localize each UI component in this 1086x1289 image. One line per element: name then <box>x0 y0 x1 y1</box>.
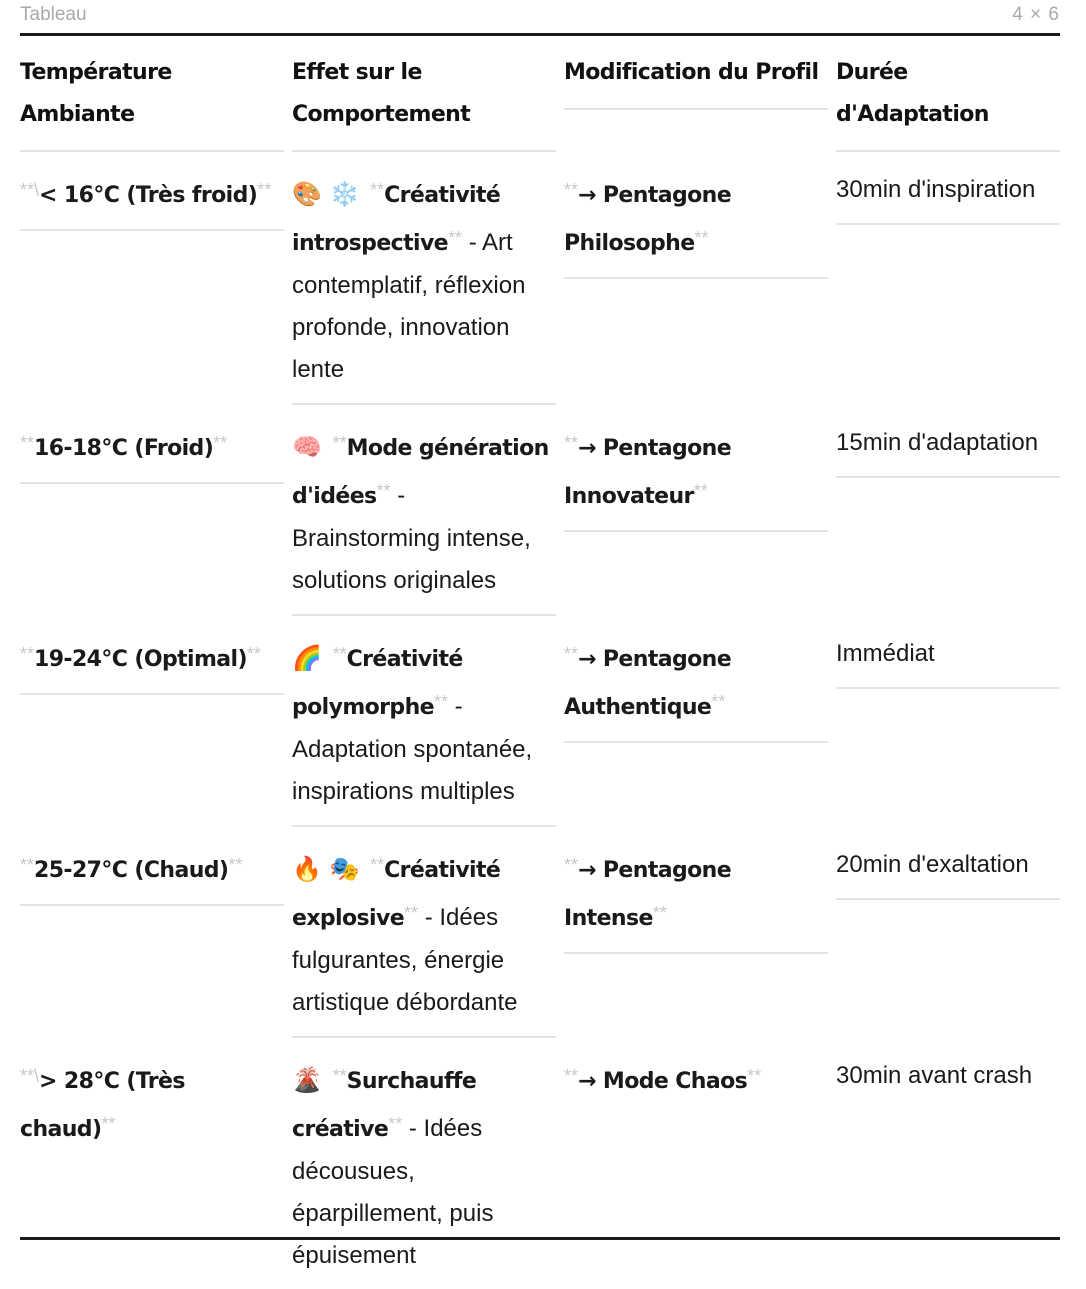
table-dimensions: 4 × 6 <box>1012 4 1060 25</box>
cell-temperature[interactable] <box>20 827 292 1038</box>
profile-label: → Mode Chaos <box>578 1069 748 1094</box>
cell-effect[interactable] <box>292 616 564 827</box>
cell-duration[interactable] <box>836 1038 1060 1289</box>
profile-label: → Pentagone Philosophe <box>564 183 732 256</box>
profile-label: → Pentagone Innovateur <box>564 436 732 509</box>
bold-marker: ** <box>332 644 347 664</box>
data-table <box>20 36 1060 1289</box>
cell-effect[interactable] <box>292 405 564 616</box>
cell-duration[interactable] <box>836 616 1060 827</box>
escape-marker: \ <box>34 1066 40 1086</box>
effect-description: - Art contemplatif, réflexion profonde, innovation lente <box>292 229 526 383</box>
effect-title: Créativité polymorphe <box>292 647 463 720</box>
cell-effect[interactable] <box>292 152 564 405</box>
table-row <box>20 1038 1060 1289</box>
bold-marker: ** <box>711 692 726 712</box>
header-row <box>20 36 1060 152</box>
cell-profile[interactable] <box>564 1038 836 1289</box>
cell-temperature[interactable] <box>20 152 292 405</box>
effect-description: - Brainstorming intense, solutions originales <box>292 482 531 594</box>
table-row <box>20 405 1060 616</box>
duration-label: Immédiat <box>836 640 935 667</box>
cell-profile[interactable] <box>564 405 836 616</box>
cell-profile[interactable] <box>564 616 836 827</box>
bold-marker: ** <box>564 180 579 200</box>
temperature-label: > 28°C (Très chaud) <box>20 1069 185 1142</box>
cell-profile[interactable] <box>564 152 836 405</box>
bold-marker: ** <box>376 481 391 501</box>
temperature-label: < 16°C (Très froid) <box>39 183 258 208</box>
bold-marker: ** <box>433 692 448 712</box>
bold-marker: ** <box>213 433 228 453</box>
duration-label: 30min avant crash <box>836 1062 1033 1089</box>
profile-label: → Pentagone Authentique <box>564 647 732 720</box>
effect-description: - Idées décousues, éparpillement, puis épuisement <box>292 1115 494 1269</box>
bold-marker: ** <box>228 855 243 875</box>
bold-marker: ** <box>388 1114 403 1134</box>
effect-title: Surchauffe créative <box>292 1069 477 1142</box>
bold-marker: ** <box>564 855 579 875</box>
bold-marker: ** <box>694 228 709 248</box>
table-row <box>20 616 1060 827</box>
cell-profile[interactable] <box>564 827 836 1038</box>
temperature-label: 19-24°C (Optimal) <box>34 647 247 672</box>
column-header-duration[interactable]: Durée d'Adaptation <box>836 36 1060 152</box>
effect-description: - Adaptation spontanée, inspirations multiples <box>292 693 533 805</box>
cell-duration[interactable] <box>836 152 1060 405</box>
cell-effect[interactable] <box>292 1038 564 1289</box>
cell-temperature[interactable] <box>20 1038 292 1289</box>
column-header-temperature[interactable]: Température Ambiante <box>20 36 292 152</box>
table-row <box>20 152 1060 405</box>
bold-marker: ** <box>20 433 35 453</box>
duration-label: 15min d'adaptation <box>836 429 1039 456</box>
escape-marker: \ <box>34 180 40 200</box>
bold-marker: ** <box>370 855 385 875</box>
bold-marker: ** <box>693 481 708 501</box>
temperature-label: 25-27°C (Chaud) <box>34 858 229 883</box>
profile-label: → Pentagone Intense <box>564 858 732 931</box>
effect-emoji-icon: 🌋 <box>292 1066 322 1094</box>
bold-marker: ** <box>20 855 35 875</box>
duration-label: 30min d'inspiration <box>836 176 1036 203</box>
effect-emoji-icon: 🔥 🎭 <box>292 855 360 883</box>
bold-marker: ** <box>564 644 579 664</box>
cell-duration[interactable] <box>836 827 1060 1038</box>
bold-marker: ** <box>101 1114 116 1134</box>
cell-effect[interactable] <box>292 827 564 1038</box>
bold-marker: ** <box>20 644 35 664</box>
bold-marker: ** <box>246 644 261 664</box>
table-title: Tableau <box>20 4 87 25</box>
effect-emoji-icon: 🎨 ❄️ <box>292 180 360 208</box>
bold-marker: ** <box>448 228 463 248</box>
table-row <box>20 827 1060 1038</box>
bold-marker: ** <box>652 903 667 923</box>
bold-marker: ** <box>747 1066 762 1086</box>
column-header-effect[interactable]: Effet sur le Comportement <box>292 36 564 152</box>
effect-title: Mode génération d'idées <box>292 436 549 509</box>
effect-title: Créativité explosive <box>292 858 501 931</box>
temperature-label: 16-18°C (Froid) <box>34 436 214 461</box>
bold-marker: ** <box>332 1066 347 1086</box>
bold-marker: ** <box>332 433 347 453</box>
cell-temperature[interactable] <box>20 405 292 616</box>
cell-temperature[interactable] <box>20 616 292 827</box>
table-bottom-rule <box>20 1237 1060 1240</box>
bold-marker: ** <box>564 433 579 453</box>
effect-emoji-icon: 🧠 <box>292 433 322 461</box>
table-toolbar <box>20 0 1060 32</box>
effect-emoji-icon: 🌈 <box>292 644 322 672</box>
bold-marker: ** <box>404 903 419 923</box>
duration-label: 20min d'exaltation <box>836 851 1029 878</box>
cell-duration[interactable] <box>836 405 1060 616</box>
effect-title: Créativité introspective <box>292 183 501 256</box>
column-header-profile[interactable]: Modification du Profil <box>564 36 836 152</box>
bold-marker: ** <box>564 1066 579 1086</box>
bold-marker: ** <box>370 180 385 200</box>
bold-marker: ** <box>257 180 272 200</box>
bold-marker: ** <box>20 180 35 200</box>
effect-description: - Idées fulgurantes, énergie artistique débordante <box>292 904 518 1016</box>
bold-marker: ** <box>20 1066 35 1086</box>
